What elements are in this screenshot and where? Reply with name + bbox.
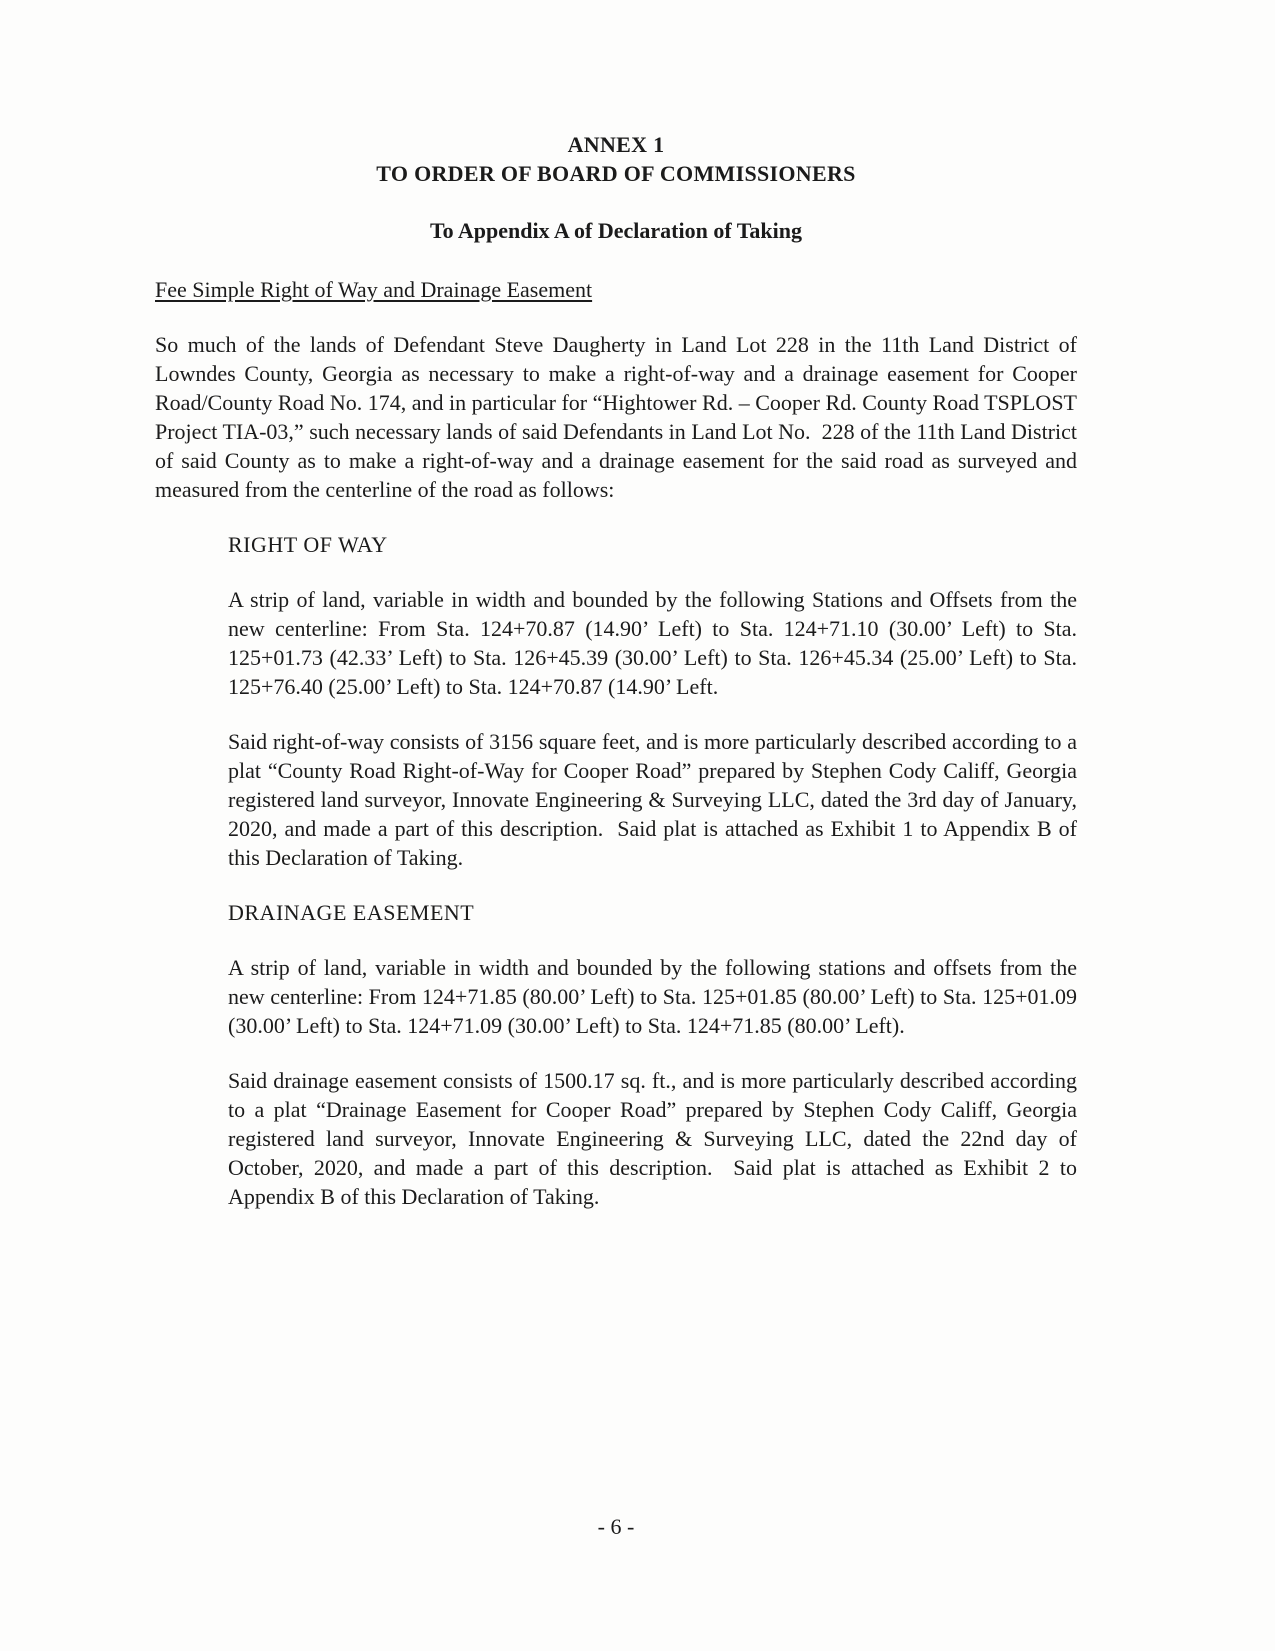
right-of-way-plat-paragraph: Said right-of-way consists of 3156 square feet, and is more particularly described according to a plat “County Road Right-of-Way for Cooper Road” prepared by Stephen Cody Califf, Georgia registered land surveyor, Innovate Engineering & Surveying LLC, dated the 3rd day of January, 2020, and made a part of this description. Said plat is attached as Exhibit 1 to Appendix B of this Declaration of Taking. (228, 729, 1083, 870)
annex-title: ANNEX 1 (567, 132, 665, 157)
right-of-way-section (228, 530, 1083, 872)
right-of-way-heading: RIGHT OF WAY (228, 532, 388, 557)
drainage-easement-plat-paragraph: Said drainage easement consists of 1500.17 sq. ft., and is more particularly described according to a plat “Drainage Easement for Cooper Road” prepared by Stephen Cody Califf, Georgia registered land surveyor, Innovate Engineering & Surveying LLC, dated the 22nd day of October, 2020, and made a part of this description. Said plat is attached as Exhibit 2 to Appendix B of this Declaration of Taking. (228, 1068, 1083, 1209)
drainage-easement-section (228, 898, 1083, 1211)
page-number: - 6 - (597, 1514, 635, 1539)
drainage-easement-heading: DRAINAGE EASEMENT (228, 900, 475, 925)
order-title: TO ORDER OF BOARD OF COMMISSIONERS (376, 161, 856, 186)
fee-simple-heading: Fee Simple Right of Way and Drainage Easement (155, 277, 593, 302)
intro-paragraph: So much of the lands of Defendant Steve Daugherty in Land Lot 228 in the 11th Land District of Lowndes County, Georgia as necessary to make a right-of-way and a drainage easement for Cooper Road/County Road No. 174, and in particular for “Hightower Rd. – Cooper Rd. County Road TSPLOST Project TIA-03,” such necessary lands of said Defendants in Land Lot No. 228 of the 11th Land District of said County as to make a right-of-way and a drainage easement for the said road as surveyed and measured from the centerline of the road as follows: (155, 332, 1083, 502)
drainage-easement-description-paragraph: A strip of land, variable in width and bounded by the following stations and offsets from the new centerline: From 124+71.85 (80.00’ Left) to Sta. 125+01.85 (80.00’ Left) to Sta. 125+01.09 (30.00’ Left) to Sta. 124+71.09 (30.00’ Left) to Sta. 124+71.85 (80.00’ Left). (228, 955, 1083, 1038)
right-of-way-description-paragraph: A strip of land, variable in width and bounded by the following Stations and Offsets from the new centerline: From Sta. 124+70.87 (14.90’ Left) to Sta. 124+71.10 (30.00’ Left) to Sta. 125+01.73 (42.33’ Left) to Sta. 126+45.39 (30.00’ Left) to Sta. 126+45.34 (25.00’ Left) to Sta. 125+76.40 (25.00’ Left) to Sta. 124+70.87 (14.90’ Left. (228, 587, 1083, 699)
appendix-subtitle: To Appendix A of Declaration of Taking (429, 218, 803, 243)
document-title-block (155, 130, 1077, 188)
